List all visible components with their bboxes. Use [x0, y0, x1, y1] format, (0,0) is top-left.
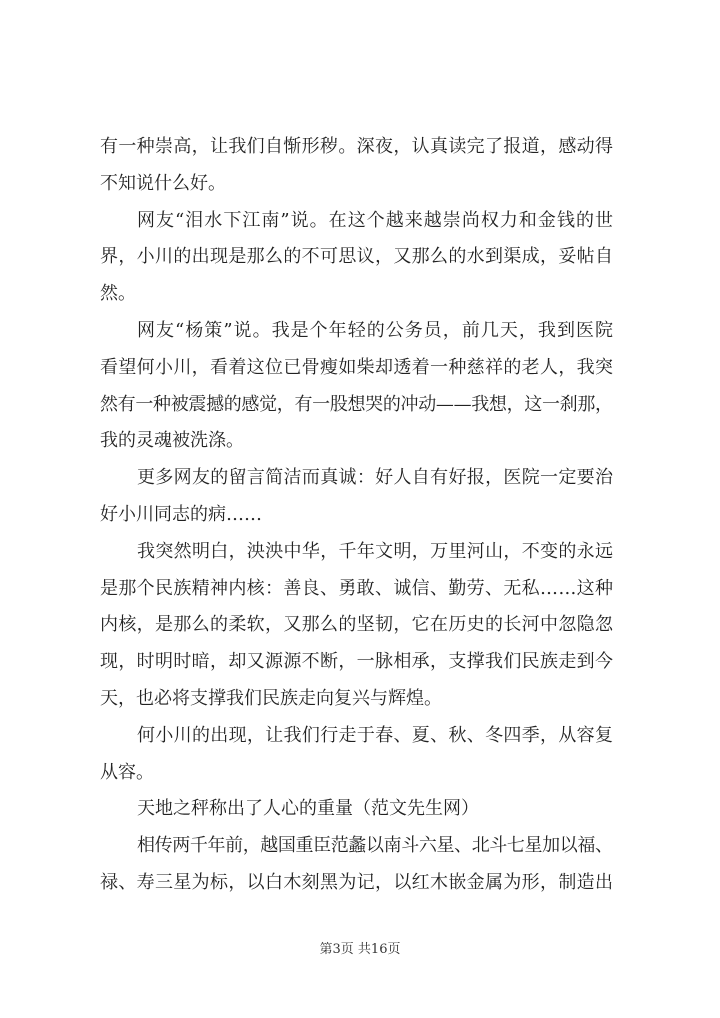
text-line: 天地之秤称出了人心的重量（范文先生网）: [137, 798, 479, 820]
paragraph: [100, 129, 613, 203]
text-line: 我的灵魂被洗涤。: [100, 430, 244, 452]
text-line: 何小川的出现，让我们行走于春、夏、秋、冬四季，从容复: [137, 724, 614, 746]
paragraph: [100, 828, 613, 902]
paragraph: [100, 203, 613, 313]
paragraph: [100, 718, 613, 792]
text-line-row: [100, 350, 613, 387]
text-line-row: [100, 644, 613, 681]
text-line: 从容。: [100, 761, 154, 783]
text-line-row: [100, 755, 613, 792]
text-line-row: [100, 203, 613, 240]
text-line-row: [100, 865, 613, 902]
text-line: 是那个民族精神内核：善良、勇敢、诚信、勤劳、无私……这种: [100, 577, 614, 599]
text-line: 网友“泪水下江南”说。在这个越来越崇尚权力和金钱的世: [137, 209, 615, 231]
text-line-row: [100, 313, 613, 350]
text-line: 相传两千年前，越国重臣范蠡以南斗六星、北斗七星加以福、: [137, 835, 613, 857]
text-line: 内核，是那么的柔软，又那么的坚韧，它在历史的长河中忽隐忽: [100, 614, 614, 636]
text-line: 更多网友的留言简洁而真诚：好人自有好报，医院一定要治: [137, 467, 614, 489]
paragraph: [100, 313, 613, 460]
text-line: 天，也必将支撑我们民族走向复兴与辉煌。: [100, 687, 442, 709]
text-line: 我突然明白，泱泱中华，千年文明，万里河山，不变的永远: [137, 540, 614, 562]
text-line-row: [100, 166, 613, 203]
text-line-row: [100, 460, 613, 497]
paragraph: [100, 460, 613, 534]
text-line-row: [100, 239, 613, 276]
text-line-row: [100, 276, 613, 313]
text-line: 界，小川的出现是那么的不可思议，又那么的水到渠成，妥帖自: [100, 246, 614, 268]
text-line-row: [100, 387, 613, 424]
paragraph: [100, 791, 613, 828]
text-line-row: [100, 607, 613, 644]
text-line-row: [100, 571, 613, 608]
text-line-row: [100, 129, 613, 166]
document-body: [100, 129, 613, 902]
text-line: 然。: [100, 283, 136, 305]
text-line-row: [100, 534, 613, 571]
text-line: 好小川同志的病……: [100, 503, 262, 525]
text-line: 禄、寿三星为标，以白木刻黑为记，以红木嵌金属为形，制造出: [100, 871, 614, 893]
text-line-row: [100, 828, 613, 865]
text-line-row: [100, 718, 613, 755]
text-line: 现，时明时暗，却又源源不断，一脉相承，支撑我们民族走到今: [100, 651, 614, 673]
text-line-row: [100, 497, 613, 534]
text-line: 网友“杨策”说。我是个年轻的公务员，前几天，我到医院: [137, 319, 615, 341]
text-line-row: [100, 791, 613, 828]
text-line: 不知说什么好。: [100, 172, 226, 194]
text-line: 看望何小川，看着这位已骨瘦如柴却透着一种慈祥的老人，我突: [100, 356, 614, 378]
text-line: 有一种崇高，让我们自惭形秽。深夜，认真读完了报道，感动得: [100, 136, 614, 157]
paragraph: [100, 534, 613, 718]
text-line: 然有一种被震撼的感觉，有一股想哭的冲动——我想，这一刹那，: [100, 393, 613, 415]
text-line-row: [100, 681, 613, 718]
text-line-row: [100, 423, 613, 460]
page-number-footer: 第3页 共16页: [319, 942, 401, 957]
